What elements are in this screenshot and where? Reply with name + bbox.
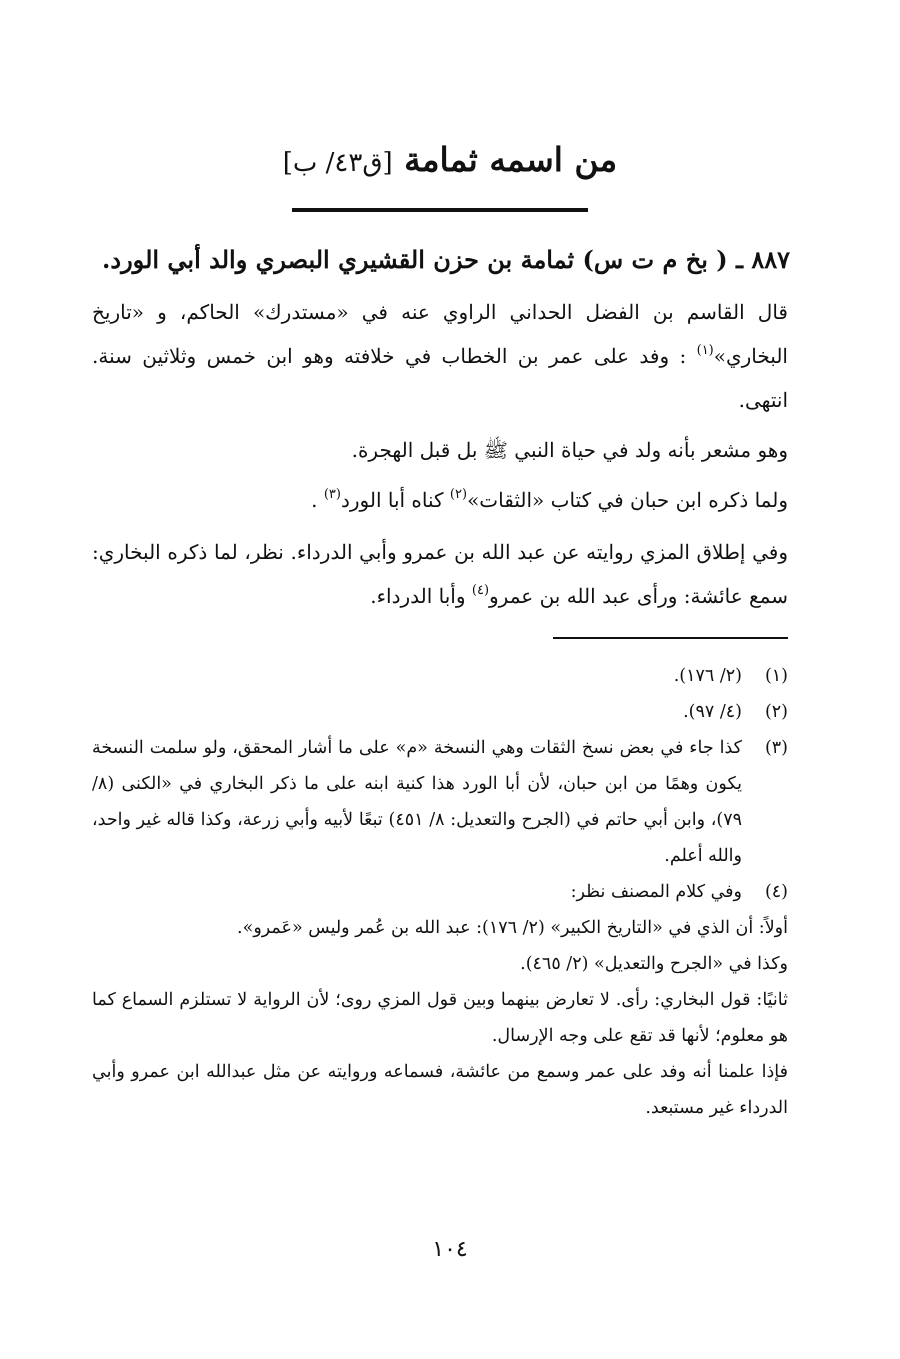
entry-heading: ٨٨٧ ـ ( بخ م ت س) ثمامة بن حزن القشيري البصري والد أبي الورد. [102,245,790,274]
footnote-point-first: أولاً: أن الذي في «التاريخ الكبير» (٢/ ١٧٦): عبد الله بن عُمر وليس «عَمرو». [237,918,788,938]
footnote-2 [92,694,788,730]
heading-divider [292,208,588,212]
footnote-text: (٤/ ٩٧). [683,702,742,722]
body-text-segment: : وفد على عمر بن الخطاب في خلافته وهو ابن خمس وثلاثين سنة. انتهى. [92,344,788,412]
footnote-point-second: ثانيًا: قول البخاري: رأى. لا تعارض بينهما وبين قول المزي روى؛ لأن الرواية لا تستلزم السماع كما هو معلوم؛ لأنها قد تقع على وجه الإرسال. [92,990,788,1046]
footnote-number: (٣) [764,738,788,758]
footnote-1 [92,658,788,694]
body-text-segment: وفي إطلاق المزي روايته عن عبد الله بن عمرو وأبي الدرداء. نظر، لما ذكره البخاري: سمع عائشة: ورأى عبد الله بن عمرو [92,540,788,608]
footnote-4-details [92,910,788,1126]
body-text-segment: كناه أبا الورد [340,488,450,512]
chapter-heading [150,130,750,190]
body-paragraph-4 [92,530,788,618]
body-text-segment: وهو مشعر بأنه ولد في حياة النبي ﷺ بل قبل الهجرة. [351,438,788,462]
body-text-segment: ولما ذكره ابن حبان في كتاب «الثقات» [467,488,788,512]
footnote-divider [553,637,788,639]
body-paragraph-2 [92,428,788,472]
footnote-text: (٢/ ١٧٦). [673,666,742,686]
page-number: ١٠٤ [432,1237,468,1262]
chapter-title: من اسمه ثمامة [404,140,618,179]
body-paragraph-3 [92,478,788,522]
footnote-3 [92,730,788,874]
footnote-text [92,874,742,910]
body-text-segment: وأبا الدرداء. [370,584,472,608]
footnote-marker-2[interactable]: (٢) [449,487,468,502]
body-paragraph-1 [92,290,788,422]
footnote-point-first-cont: وكذا في «الجرح والتعديل» (٢/ ٤٦٥). [520,954,788,974]
body-text-segment: . [311,488,324,512]
footnote-point-third: فإذا علمنا أنه وفد على عمر وسمع من عائشة، فسماعه وروايته عن مثل عبدالله ابن عمرو وأبي الدرداء غير مستبعد. [92,1062,788,1118]
footnotes [92,658,788,1126]
footnote-number: (٤) [764,882,788,902]
footnote-number: (٢) [764,702,788,722]
footnote-intro: وفي كلام المصنف نظر: [570,882,742,902]
footnote-4 [92,874,788,910]
footnote-marker-3[interactable]: (٣) [323,487,341,502]
body-text-segment: قال القاسم بن الفضل الحداني الراوي عنه في «مستدرك» الحاكم، و «تاريخ البخاري» [92,300,788,368]
footnote-marker-4[interactable]: (٤) [471,583,490,598]
footnote-text: كذا جاء في بعض نسخ الثقات وهي النسخة «م» على ما أشار المحقق، ولو سلمت النسخة يكون وهمًا من ابن حبان، لأن أبا الورد هذا كنية ابنه على ما ذكر البخاري في «الكنى (٨/ ٧٩)، وابن أبي حاتم في (الجرح والتعديل: ٨/ ٤٥١) تبعًا لأبيه وأبي زرعة، وكذا قاله غير واحد، والله أعلم. [92,738,743,866]
footnote-number: (١) [764,666,788,686]
folio-reference: [ق٤٣/ ب] [282,148,393,178]
footnote-marker-1[interactable]: (١) [696,343,714,358]
